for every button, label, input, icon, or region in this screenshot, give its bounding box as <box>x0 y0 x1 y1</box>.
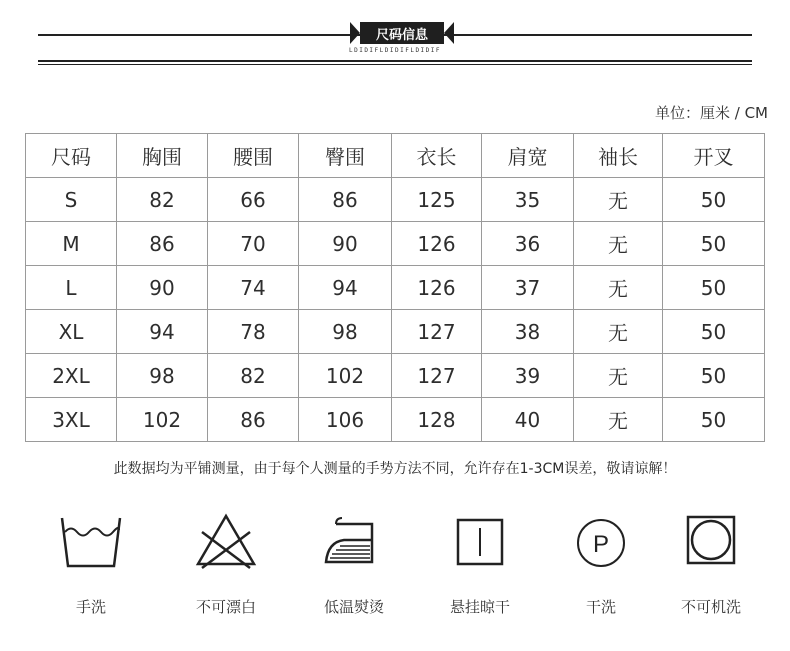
dry-clean-icon <box>571 510 631 570</box>
table-cell: 36 <box>482 222 574 266</box>
table-cell: 78 <box>208 310 299 354</box>
header-rule-bottom-thin <box>38 64 752 65</box>
svg-text:P: P <box>592 531 610 558</box>
table-cell: 98 <box>299 310 392 354</box>
table-cell: 40 <box>482 398 574 442</box>
table-cell: S <box>26 178 117 222</box>
table-cell: 86 <box>208 398 299 442</box>
table-cell: 74 <box>208 266 299 310</box>
table-cell: 3XL <box>26 398 117 442</box>
table-cell: 86 <box>299 178 392 222</box>
table-row <box>26 222 765 266</box>
table-cell: 50 <box>663 266 765 310</box>
table-cell: 128 <box>392 398 482 442</box>
table-cell: 127 <box>392 354 482 398</box>
table-row <box>26 266 765 310</box>
table-header-cell: 腰围 <box>208 134 299 178</box>
table-cell: L <box>26 266 117 310</box>
table-cell: 98 <box>117 354 208 398</box>
table-header-row <box>26 134 765 178</box>
table-cell: 37 <box>482 266 574 310</box>
low-iron-icon <box>322 510 386 570</box>
table-cell: 无 <box>574 266 663 310</box>
table-header-cell: 肩宽 <box>482 134 574 178</box>
table-cell: 106 <box>299 398 392 442</box>
care-label: 悬挂晾干 <box>449 598 510 616</box>
care-item-no-machine-wash <box>651 510 771 620</box>
table-cell: 无 <box>574 354 663 398</box>
table-cell: 126 <box>392 222 482 266</box>
table-cell: 2XL <box>26 354 117 398</box>
care-label: 手洗 <box>75 598 106 616</box>
table-header-cell: 尺码 <box>26 134 117 178</box>
table-cell: 94 <box>117 310 208 354</box>
care-item-no-bleach <box>166 510 286 620</box>
table-cell: 50 <box>663 354 765 398</box>
table-cell: 39 <box>482 354 574 398</box>
table-cell: 102 <box>299 354 392 398</box>
table-row <box>26 178 765 222</box>
table-cell: 126 <box>392 266 482 310</box>
measurement-note: 此数据均为平铺测量，由于每个人测量的手势方法不同，允许存在1-3CM误差，敬请谅解！ <box>113 461 677 477</box>
table-header-cell: 衣长 <box>392 134 482 178</box>
table-row <box>26 398 765 442</box>
care-item-hang-dry <box>420 510 540 620</box>
table-cell: 86 <box>117 222 208 266</box>
table-header-cell: 胸围 <box>117 134 208 178</box>
table-cell: 102 <box>117 398 208 442</box>
header-rule-bottom <box>38 60 752 62</box>
table-cell: 50 <box>663 398 765 442</box>
care-item-hand-wash <box>31 510 151 620</box>
no-bleach-icon <box>194 510 258 570</box>
table-header-cell: 开叉 <box>663 134 765 178</box>
table-cell: 无 <box>574 398 663 442</box>
table-cell: 50 <box>663 310 765 354</box>
no-tumble-dry-icon <box>681 510 741 570</box>
section-subtitle: LDIDIFLDIDIFLDIDIF <box>348 47 442 54</box>
care-label: 干洗 <box>585 598 616 616</box>
table-cell: 90 <box>117 266 208 310</box>
care-label: 不可漂白 <box>195 598 256 616</box>
table-cell: 82 <box>117 178 208 222</box>
table-cell: 50 <box>663 222 765 266</box>
table-cell: 35 <box>482 178 574 222</box>
table-cell: 无 <box>574 310 663 354</box>
care-label: 不可机洗 <box>680 598 741 616</box>
care-item-low-iron <box>294 510 414 620</box>
badge-arrow-right <box>444 22 454 44</box>
table-cell: 50 <box>663 178 765 222</box>
table-cell: 94 <box>299 266 392 310</box>
care-item-dry-clean <box>541 510 661 620</box>
section-title: 尺码信息 <box>360 22 444 44</box>
table-cell: 82 <box>208 354 299 398</box>
table-cell: 无 <box>574 178 663 222</box>
table-cell: XL <box>26 310 117 354</box>
table-cell: 90 <box>299 222 392 266</box>
table-cell: 70 <box>208 222 299 266</box>
hand-wash-icon <box>56 510 126 570</box>
table-cell: 66 <box>208 178 299 222</box>
unit-label: 单位：厘米 / CM <box>654 104 768 122</box>
table-cell: 38 <box>482 310 574 354</box>
care-label: 低温熨烫 <box>323 598 384 616</box>
section-title-badge <box>350 22 454 44</box>
hang-dry-icon <box>450 510 510 570</box>
badge-arrow-left <box>350 22 360 44</box>
table-cell: 无 <box>574 222 663 266</box>
table-header-cell: 袖长 <box>574 134 663 178</box>
table-header-cell: 臀围 <box>299 134 392 178</box>
table-cell: 127 <box>392 310 482 354</box>
table-cell: 125 <box>392 178 482 222</box>
table-row <box>26 310 765 354</box>
table-row <box>26 354 765 398</box>
table-cell: M <box>26 222 117 266</box>
size-table <box>25 133 765 442</box>
